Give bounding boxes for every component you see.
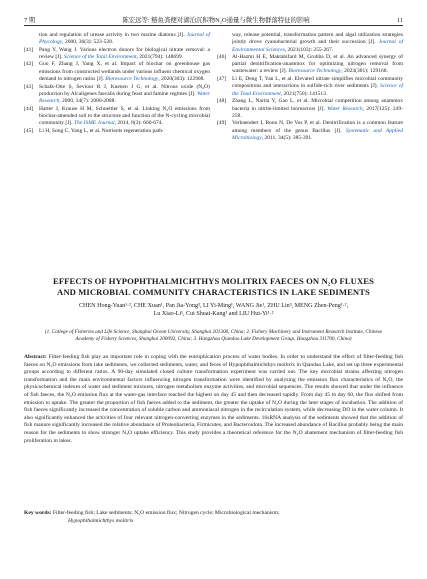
reference-text: [39, 47, 210, 62]
reference-entry: [24, 84, 210, 106]
reference-volume: , 2014, 8(3): 660-674.: [114, 120, 163, 127]
reference-volume: , 2021(750): 141513.: [280, 90, 328, 97]
abstract-label: Abstract:: [24, 354, 47, 360]
authors: [24, 302, 403, 319]
reference-volume: , 2000, 34(7): 2080-2088.: [59, 98, 116, 105]
reference-citation: Harter J, Krause H M, Schuettler S, et al. Linking N₂O emissions from biochar-amended soil to the structure and function of the N-cycling microbial community [J].: [39, 105, 210, 127]
reference-text: [232, 54, 403, 76]
reference-text: [232, 98, 403, 120]
header-rule: [24, 25, 403, 26]
keywords-line-2: Hypophthalmichthys molitrix: [68, 517, 134, 524]
reference-entry: [217, 32, 403, 54]
reference-number: [43]: [24, 83, 34, 90]
reference-number: [45]: [24, 128, 34, 135]
references: [24, 32, 403, 143]
reference-entry: [24, 61, 210, 83]
reference-journal-link[interactable]: Water Research: [327, 105, 363, 112]
reference-entry: [24, 106, 210, 128]
reference-number: [44]: [24, 105, 34, 112]
keywords: [24, 510, 403, 525]
references-left-column: [24, 32, 210, 143]
title-line-2: AND MICROBIAL COMMUNITY CHARACTERISTICS IN LAKE SEDIMENTS: [57, 287, 370, 297]
reference-volume: , 2000, 36(3): 523-528.: [62, 39, 114, 46]
reference-citation: Li H, Song C, Yang L, et al. Nutrients regeneration path-: [39, 128, 164, 135]
reference-entry: [217, 120, 403, 142]
reference-volume: , 2021(794): 148699.: [136, 53, 183, 60]
reference-entry: [24, 128, 210, 135]
reference-number: [48]: [217, 98, 227, 105]
abstract: [24, 354, 403, 445]
reference-entry: [217, 54, 403, 76]
reference-journal-link[interactable]: Water Research: [39, 90, 211, 105]
reference-text: [39, 106, 210, 128]
page-number-left: 7 期: [24, 17, 36, 24]
reference-journal-link[interactable]: Journal of Phycology: [39, 32, 211, 46]
reference-citation: Zhang L, Narita Y, Gao L, et al. Microbial competition among anammox bacteria in nitrite-limited bioreactors [J].: [232, 98, 403, 112]
reference-text: [232, 32, 403, 53]
reference-text: [39, 84, 210, 106]
authors-line-1: CHEN Hong-Yuan¹·², CHE Xuan¹, Pan Jia-Yong³, LI Yi-Ming¹, WANG Jie¹, ZHU Lin³, MENG Zhen-Peng¹·²,: [78, 303, 349, 309]
reference-number: [46]: [217, 53, 227, 60]
reference-volume: , 2021(103): 255-267.: [284, 46, 334, 53]
reference-text: [39, 61, 210, 83]
reference-journal-link[interactable]: Bioresource Technology: [288, 68, 342, 75]
reference-citation: tion and regulation of urease activity in two marine diatoms [J].: [39, 32, 187, 38]
reference-journal-link[interactable]: Systematic and Applied Microbiology: [232, 127, 403, 142]
reference-entry: [217, 76, 403, 98]
keywords-label: Key words:: [24, 510, 52, 516]
reference-volume: , 2020(303): 122908.: [158, 76, 205, 83]
reference-text: [39, 128, 210, 135]
authors-line-2: Lu Xiao-Li¹, Cui Shuai-Kang¹ and LIU Hui-Yi¹·²: [153, 311, 274, 318]
reference-volume: , 2023(381): 129168.: [341, 68, 388, 75]
reference-entry: [217, 98, 403, 120]
affiliation: (1. College of Fisheries and Life Science, Shanghai Ocean University, Shanghai 201306, China; 2. Fishery Machinery and Instrument Research Institute, Chinese Academy of Fishery Sciences, Shanghai 200092, China; 3. Hangzhou Qiandao Lake Development Group, Hangzhou 311700, China): [44, 329, 383, 342]
abstract-text: Filter-feeding fish play an important role in coping with the eutrophication process of water bodies. In order to understand the effect of filter-feeding fish faeces on N₂O emissions from lake sediments, we collected sediments, water, and feces of Hypophthalmichthys molitrix in Qiandao Lake, and set up three experimental groups according to different ratios. A 90-day simulated closed culture transformation experiment was carried out. The key microbial strains affecting nitrogen transformation and the main environmental factors influencing nitrogen transformation were identified by analysing the emission flux characteristics of N₂O, the physicochemical indexes of water and sediment mixtures, nitrogen metabolism enzyme activities, and microbial sequences. The results showed that under the influence of fish faeces, the N₂O emission flux at the water-gas interface reached the highest on day 45 and then decreased rapidly. From day 45 to day 60, the flux shifted from emission to uptake. The greater the proportion of fish faeces added to the sediment, the greater the uptake of N₂O during the later stages of incubation. The addition of fish faeces significantly increased the concentration of soluble carbon and ammoniacal nitrogen in the recirculation system, while decreasing DO in the water column. It also significantly enhanced the activities of four relevant nitrogen-converting enzymes in the sediments. 16sRNA analysis of the sediments showed that the addition of fish manure significantly increased the relative abundance of Proteobacteria, Firmicutes, and Bacteroidota. The increased abundance of Bacillus probably being the main reason for the sediments to show stronger N₂O uptake efficiency. This study provides a theoretical reference for the N₂O abatement mechanism of filter-feeding fish proliferation in lakes.: [24, 354, 403, 444]
reference-number: [47]: [217, 76, 227, 83]
reference-citation: Pang Y, Wang J. Various electron donors for biological nitrate removal: a review [J].: [39, 46, 210, 60]
keywords-text: Filter-feeding fish; Lake sediments; N₂O emission flux; Nitrogen cycle; Microbiological mechanism;: [52, 510, 280, 516]
reference-citation: way, release potential, transformation pattern and algal utilization strategies jointly drove cyanobacterial growth and their succession [J].: [232, 32, 403, 46]
reference-citation: Schalk-Otte S, Seviour R J, Kuenen J G, et al. Nitrous oxide (N₂O) production by Alcaligenes faecalis during feast and famine regimes [J].: [39, 83, 210, 97]
reference-entry: [24, 32, 210, 47]
reference-volume: , 2011, 34(5): 385-391.: [261, 135, 313, 142]
header-title: 陈宏远等: 鲢鱼粪便对湖泊沉积物N₂O通量与微生物群落特征的影响: [122, 17, 310, 24]
reference-number: [41]: [24, 46, 34, 53]
reference-citation: Al-Hazmi H E, Maktabifard M, Grubba D, et al. An advanced synergy of partial denitrification-anammox for optimizing nitrogen removal from wastewater: a review [J].: [232, 53, 403, 75]
article-title: [24, 276, 403, 298]
reference-citation: Verbaendert I, Boon N, De Vos P, et al. Denitrification is a common feature among members of the genus Bacillus [J].: [232, 120, 403, 134]
reference-journal-link[interactable]: Science of the Total Environment: [63, 53, 137, 60]
references-right-column: [217, 32, 403, 143]
reference-volume: , 2017(125): 249-258.: [232, 105, 403, 119]
page-number-right: 11: [396, 17, 403, 24]
reference-journal-link[interactable]: Science of the Total Environment: [232, 83, 404, 97]
reference-citation: Guo F, Zhang J, Yang X, et al. Impact of biochar on greenhouse gas emissions from constructed wetlands under various influent chemical oxygen demand to nitrogen ratios [J].: [39, 61, 210, 83]
reference-text: [232, 76, 403, 98]
reference-number: [49]: [217, 120, 227, 127]
reference-journal-link[interactable]: Journal of Environmental Sciences: [232, 39, 403, 53]
running-header: [24, 12, 403, 24]
reference-journal-link[interactable]: Bioresource Technology: [105, 76, 159, 83]
reference-journal-link[interactable]: The ISME Journal: [73, 120, 115, 127]
reference-citation: Li E, Deng T, Yan L, et al. Elevated nitrate simplifies microbial community compositions and interactions in sulfide-rich river sediments [J].: [232, 76, 403, 90]
reference-entry: [24, 47, 210, 62]
reference-number: [42]: [24, 61, 34, 68]
reference-text: [39, 32, 210, 45]
title-line-1: EFFECTS OF HYPOPHTHALMICHTHYS MOLITRIX FAECES ON N₂O FLUXES: [53, 276, 374, 286]
reference-text: [232, 120, 403, 142]
